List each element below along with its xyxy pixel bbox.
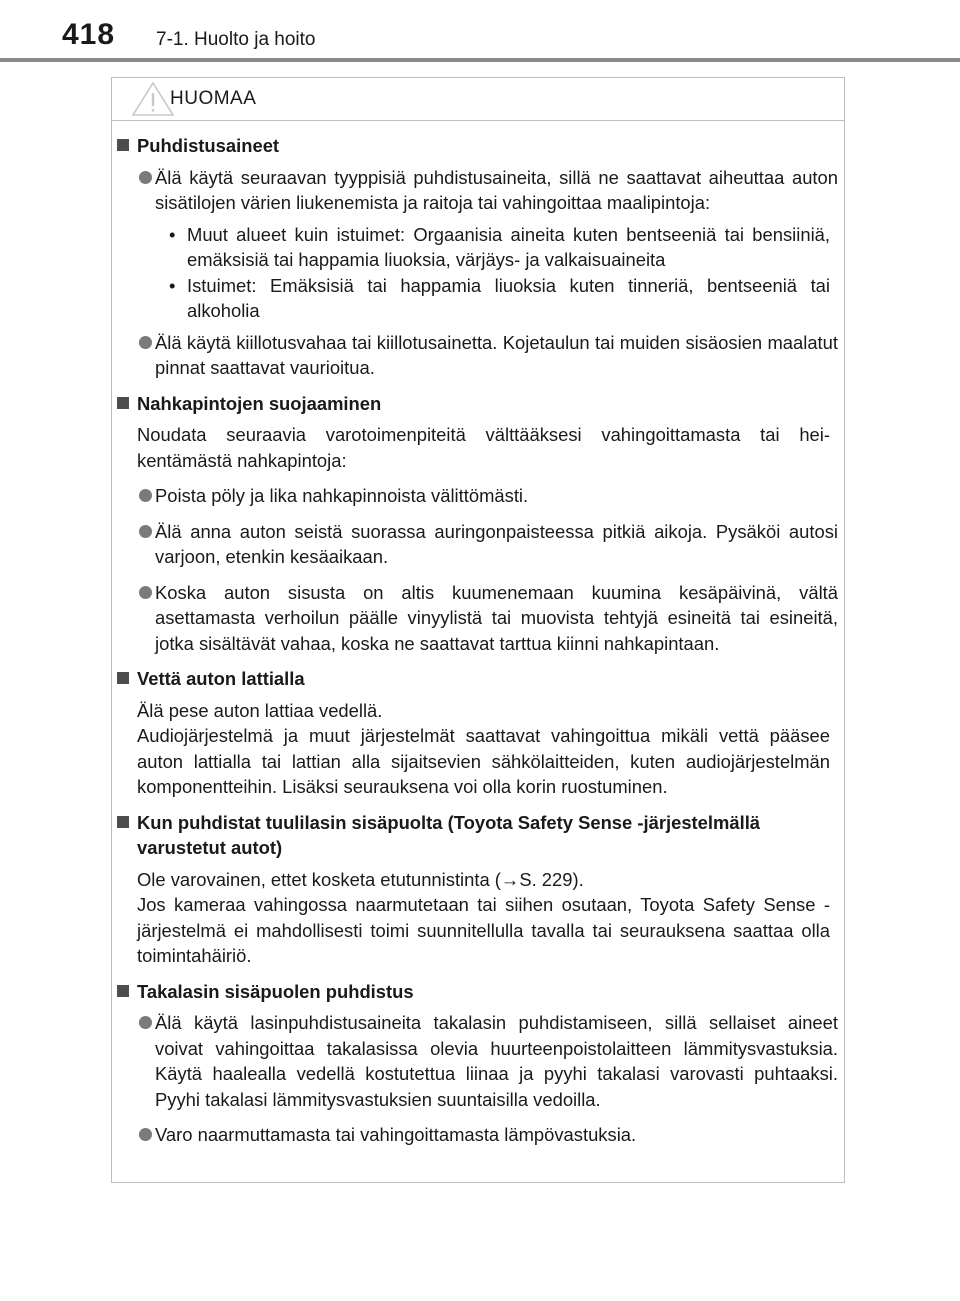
section-paragraph: Audiojärjestelmä ja muut järjestelmät saattavat vahingoittua mikäli vettä pääsee auton lattialla tai lattian alla sijaitsevien sähkölaitteiden, kuten audiojärjestelmän komponentteihin. Lisäksi seurauksena voi olla korin ruostuminen. bbox=[137, 725, 830, 797]
section-heading-text: Puhdistusaineet bbox=[137, 135, 280, 156]
section-heading bbox=[112, 133, 838, 159]
section-heading-text: Kun puhdistat tuulilasin sisäpuolta (Toyota Safety Sense -järjestelmällä varustetut autot) bbox=[137, 811, 761, 858]
section-heading bbox=[112, 979, 838, 1005]
section-paragraph: Jos kameraa vahingossa naarmutetaan tai siihen osutaan, Toyota Safety Sense -järjestelmä ei mahdollisesti toimi suunnitellulla tavalla tai seurauksena saattaa olla toimintahäiriö. bbox=[137, 894, 830, 966]
notice-content bbox=[112, 133, 844, 1148]
notice-box bbox=[111, 77, 845, 1183]
warning-triangle-icon bbox=[131, 81, 175, 117]
list-item bbox=[137, 1122, 838, 1148]
section-paragraph: Ole varovainen, ettet kosketa etutunnistinta (→S. 229). bbox=[137, 868, 584, 890]
list-item bbox=[137, 519, 838, 570]
list-item-text: Varo naarmuttamasta tai vahingoittamasta lämpövastuksia. bbox=[155, 1124, 637, 1145]
section-leather-protection bbox=[112, 391, 844, 657]
section-cleaning-agents bbox=[112, 133, 844, 381]
list-item-text: Älä käytä seuraavan tyyppisiä puhdistusaineita, sillä ne saattavat aiheuttaa auton sisätilojen värien liukenemista ja raitoja tai vahingoittaa maalipintoja: bbox=[155, 166, 838, 213]
square-bullet-icon bbox=[117, 985, 129, 997]
sub-bullet-text: Muut alueet kuin istuimet: Orgaanisia aineita kuten bentseeniä tai bensiiniä, emäksisiä tai happamia liuoksia, värjäys- ja valkaisuaineita bbox=[187, 223, 830, 270]
round-bullet-icon bbox=[139, 489, 152, 502]
list-item-text: Älä käytä kiillotusvahaa tai kiillotusainetta. Kojetaulun tai muiden sisäosien maalatut pinnat saattavat vaurioitua. bbox=[155, 331, 838, 378]
page-number: 418 bbox=[62, 18, 116, 51]
notice-header bbox=[112, 78, 844, 121]
list-item bbox=[137, 165, 838, 216]
section-heading bbox=[112, 810, 838, 861]
round-bullet-icon bbox=[139, 1128, 152, 1141]
square-bullet-icon bbox=[117, 139, 129, 151]
section-heading-text: Takalasin sisäpuolen puhdistus bbox=[137, 980, 414, 1002]
list-item-text: Poista pöly ja lika nahkapinnoista välittömästi. bbox=[155, 485, 529, 506]
list-item-text: Älä anna auton seistä suorassa auringonpaisteessa pitkiä aikoja. Pysäköi autosi varjoon, etenkin kesäaikaan. bbox=[155, 520, 838, 567]
square-bullet-icon bbox=[117, 397, 129, 409]
round-bullet-icon bbox=[139, 336, 152, 349]
round-bullet-icon bbox=[139, 171, 152, 184]
section-paragraph: Noudata seuraavia varotoimenpiteitä välttääksesi vahingoittamasta tai heikentämästä nahkapintoja: bbox=[137, 424, 830, 471]
section-water-on-floor bbox=[112, 666, 844, 800]
section-heading-text: Vettä auton lattialla bbox=[137, 668, 305, 689]
list-item bbox=[137, 580, 838, 657]
list-item bbox=[137, 330, 838, 381]
header-divider bbox=[0, 58, 960, 62]
section-title: 7-1. Huolto ja hoito bbox=[156, 29, 316, 50]
section-windshield-cleaning bbox=[112, 810, 844, 969]
list-item bbox=[137, 1010, 838, 1112]
list-item-text: Älä käytä lasinpuhdistusaineita takalasin puhdistamiseen, sillä sellaiset aineet voivat vahingoittaa takalasissa olevia huurteenpoistolaitteen lämmitysvastuksia. Käytä haalealla vedellä kostutettua liinaa ja pyyhi takalasi varovasti puhtaaksi. Pyyhi takalasi lämmitysvastuksien suuntaisilla vedoilla. bbox=[155, 1012, 838, 1110]
sub-bullet-item bbox=[169, 222, 830, 273]
sub-bullet-item bbox=[169, 273, 830, 324]
sub-bullet-text: Istuimet: Emäksisiä tai happamia liuoksia kuten tinneriä, bentseeniä tai alkoholia bbox=[187, 274, 830, 321]
round-bullet-icon bbox=[139, 525, 152, 538]
sub-bullet-icon: • bbox=[169, 223, 176, 245]
notice-title: HUOMAA bbox=[170, 88, 257, 109]
list-item-text: Koska auton sisusta on altis kuumenemaan kuumina kesäpäivinä, vältä asettamasta verhoilun päälle vinyylistä tai muovista tehtyjä esineitä tai esineitä, jotka sisältävät vahaa, koska ne saattavat tarttua kiinni nahkapintaan. bbox=[155, 581, 838, 654]
round-bullet-icon bbox=[139, 1016, 152, 1029]
section-heading-text: Nahkapintojen suojaaminen bbox=[137, 392, 382, 414]
section-heading bbox=[112, 666, 838, 692]
section-rear-window-cleaning bbox=[112, 979, 844, 1148]
square-bullet-icon bbox=[117, 672, 129, 684]
section-heading bbox=[112, 391, 838, 417]
sub-bullet-icon: • bbox=[169, 274, 176, 296]
section-paragraph: Älä pese auton lattiaa vedellä. bbox=[137, 699, 383, 721]
round-bullet-icon bbox=[139, 586, 152, 599]
square-bullet-icon bbox=[117, 816, 129, 828]
list-item bbox=[137, 483, 838, 509]
